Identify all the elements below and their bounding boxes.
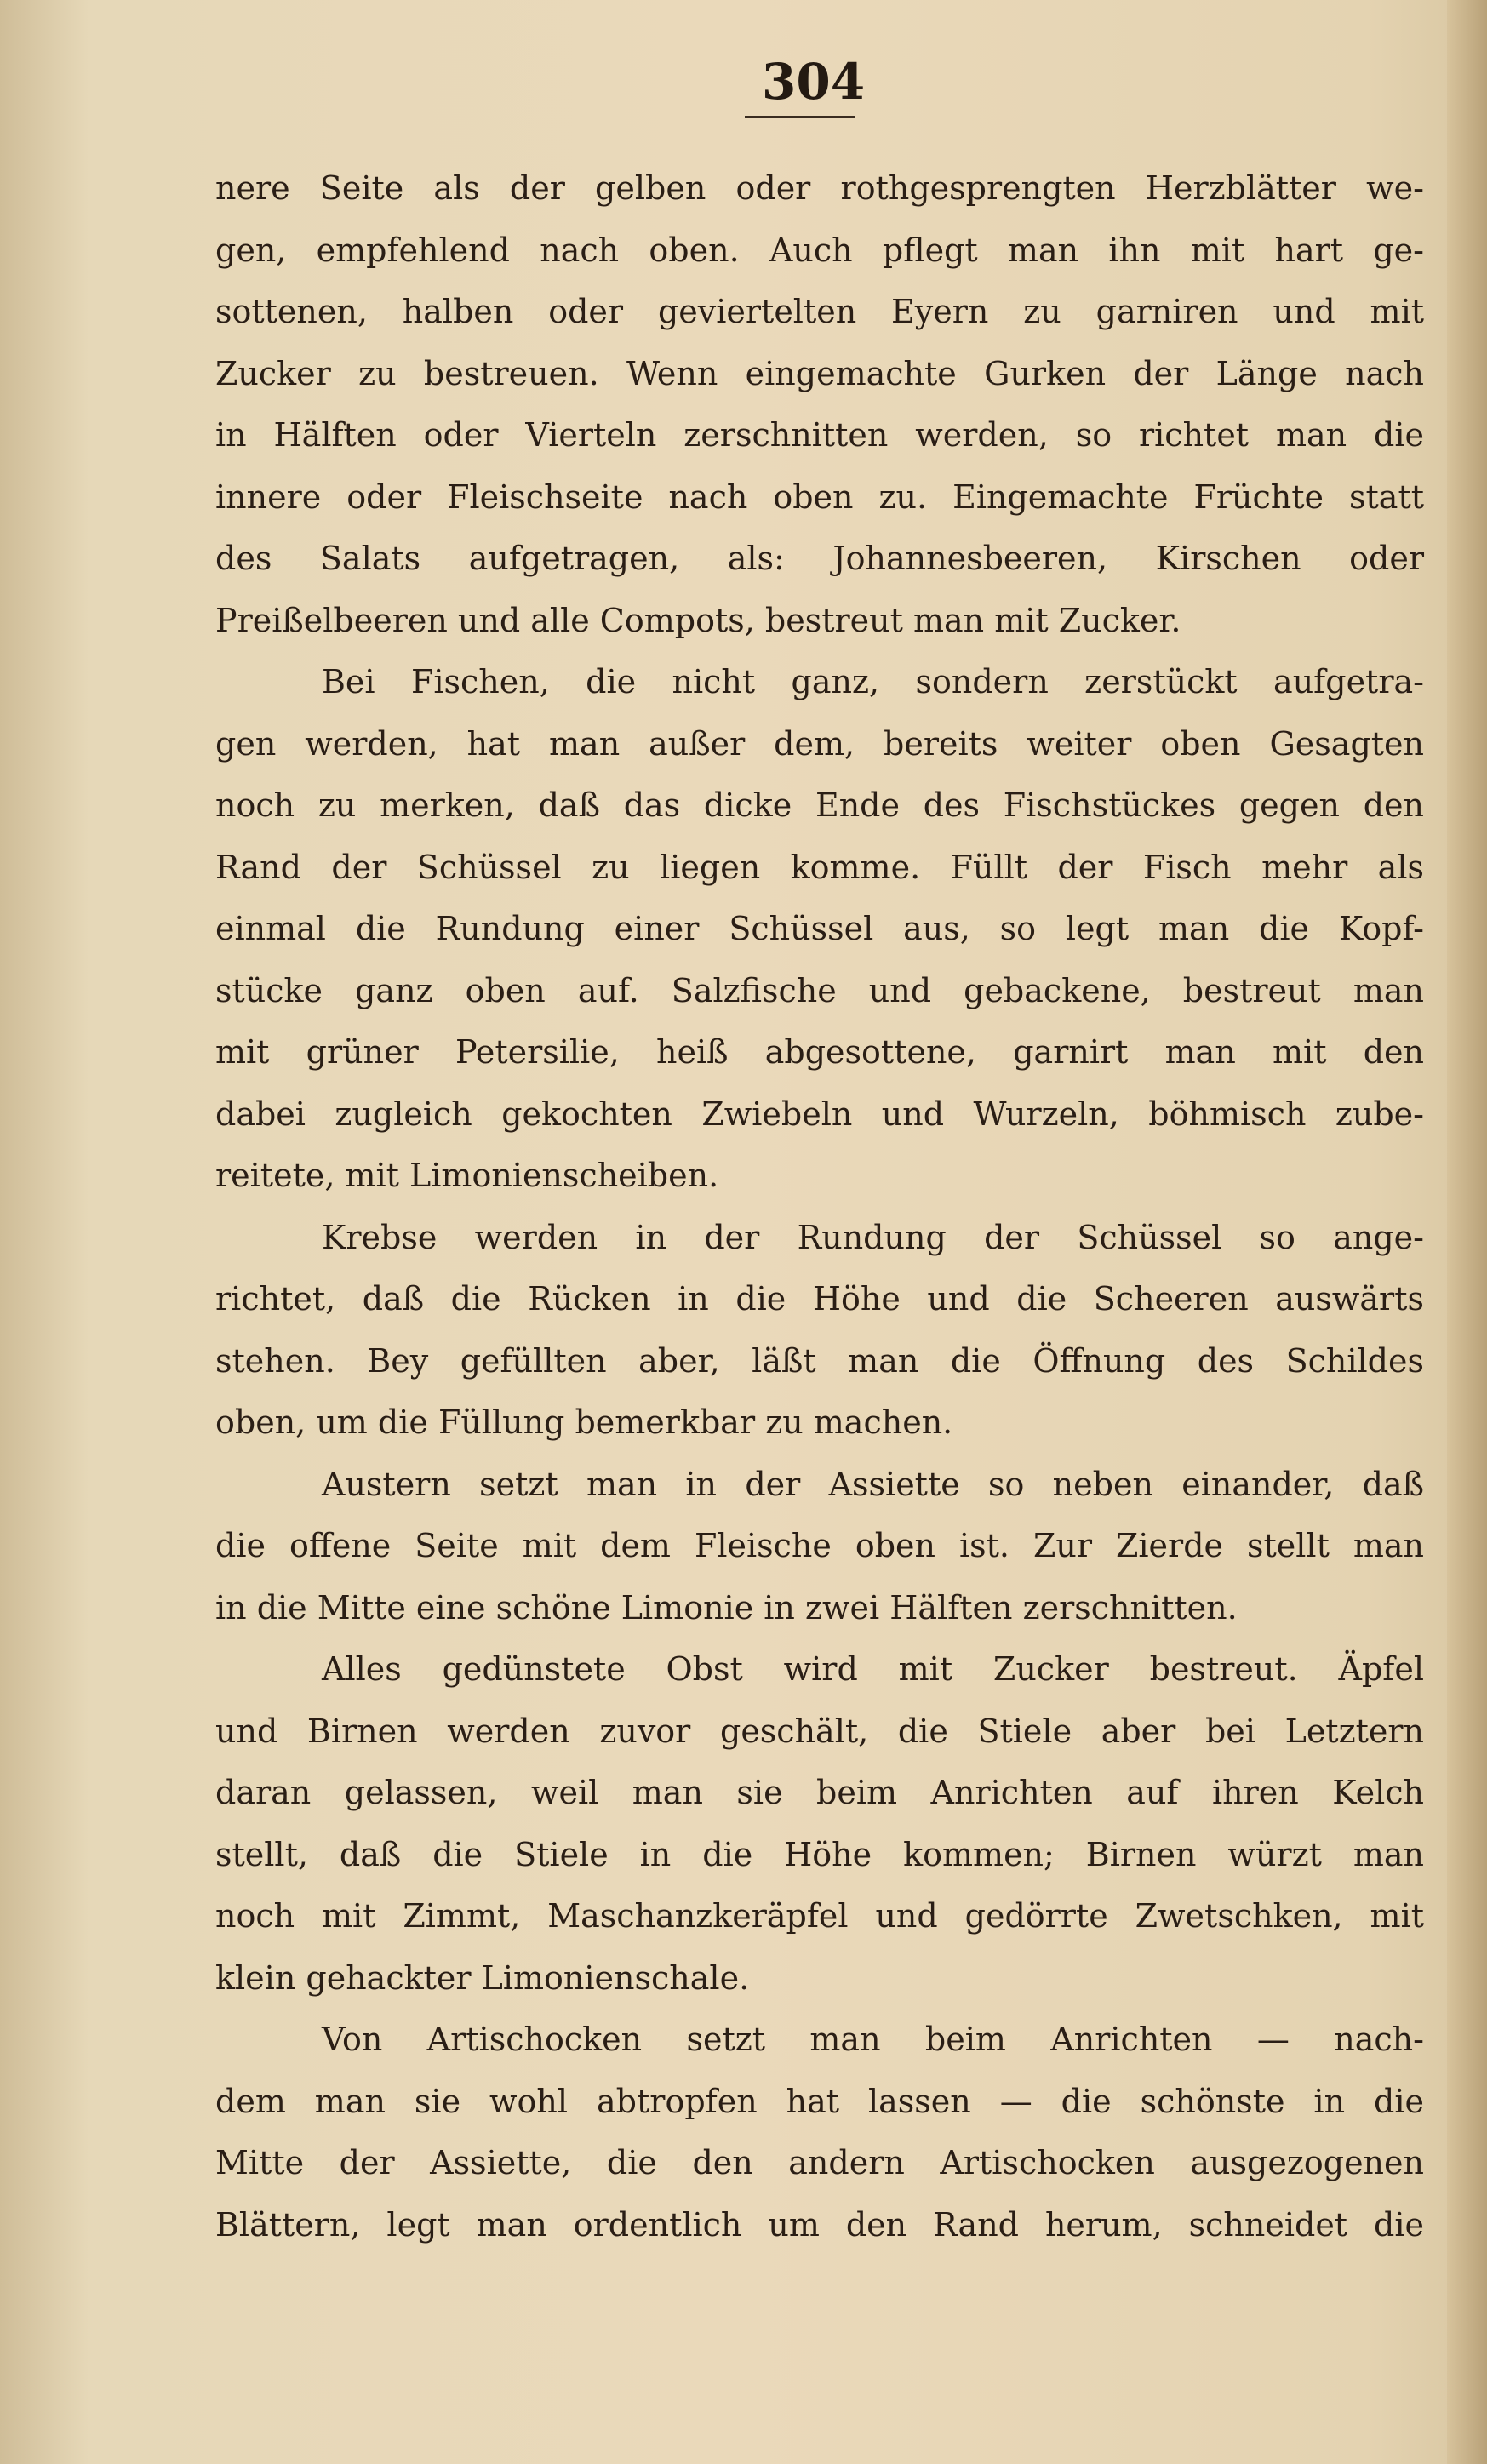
page-edge bbox=[1447, 0, 1487, 2464]
text-line: richtet, daß die Rücken in die Höhe und die Scheeren auswärts bbox=[215, 1280, 1424, 1318]
text-line: noch mit Zimmt, Maschanzkeräpfel und gedörrte Zwetschken, mit bbox=[215, 1897, 1424, 1935]
text-line: Von Artischocken setzt man beim Anrichten — nach- bbox=[322, 2021, 1424, 2058]
text-line: Bei Fischen, die nicht ganz, sondern zerstückt aufgetra- bbox=[322, 663, 1424, 700]
text-line: gen werden, hat man außer dem, bereits weiter oben Gesagten bbox=[215, 724, 1424, 763]
text-line: Blättern, legt man ordentlich um den Rand herum, schneidet die bbox=[215, 2205, 1424, 2244]
text-line: des Salats aufgetragen, als: Johannesbeeren, Kirschen oder bbox=[215, 540, 1424, 577]
paragraph-oysters bbox=[215, 1454, 1424, 1639]
text-line: die offene Seite mit dem Fleische oben ist. Zur Zierde stellt man bbox=[215, 1527, 1424, 1564]
text-line: Preißelbeeren und alle Compots, bestreut man mit Zucker. bbox=[215, 601, 1181, 639]
paragraph-crayfish bbox=[215, 1207, 1424, 1454]
text-line: mit grüner Petersilie, heiß abgesottene, garnirt man mit den bbox=[215, 1033, 1424, 1071]
text-line: und Birnen werden zuvor geschält, die Stiele aber bei Letztern bbox=[215, 1712, 1424, 1750]
text-line: sottenen, halben oder geviertelten Eyern zu garniren und mit bbox=[215, 293, 1424, 330]
text-line: Mitte der Assiette, die den andern Artischocken ausgezogenen bbox=[215, 2144, 1424, 2181]
text-line: in Hälften oder Vierteln zerschnitten werden, so richtet man die bbox=[215, 416, 1424, 454]
text-line: stellt, daß die Stiele in die Höhe kommen; Birnen würzt man bbox=[215, 1835, 1424, 1873]
text-line: oben, um die Füllung bemerkbar zu machen. bbox=[215, 1404, 953, 1441]
text-line: Zucker zu bestreuen. Wenn eingemachte Gurken der Länge nach bbox=[215, 354, 1424, 392]
text-line: stücke ganz oben auf. Salzfische und gebackene, bestreut man bbox=[215, 971, 1424, 1009]
body-text bbox=[215, 157, 1424, 2255]
paragraph-stewed-fruit bbox=[215, 1638, 1424, 2009]
text-line: klein gehackter Limonienschale. bbox=[215, 1958, 750, 1997]
text-line: Krebse werden in der Rundung der Schüssel so ange- bbox=[322, 1218, 1424, 1256]
text-line: stehen. Bey gefüllten aber, läßt man die Öffnung des Schildes bbox=[215, 1341, 1424, 1380]
text-line: nere Seite als der gelben oder rothgesprengten Herzblätter we- bbox=[215, 169, 1424, 207]
page-number: 304 bbox=[762, 53, 866, 111]
text-line: Rand der Schüssel zu liegen komme. Füllt der Fisch mehr als bbox=[215, 848, 1424, 886]
text-line: dem man sie wohl abtropfen hat lassen — die schönste in die bbox=[215, 2082, 1424, 2120]
text-line: noch zu merken, daß das dicke Ende des Fischstückes gegen den bbox=[215, 786, 1424, 824]
paragraph-fish bbox=[215, 651, 1424, 1207]
text-line: Alles gedünstete Obst wird mit Zucker bestreut. Äpfel bbox=[322, 1650, 1424, 1688]
header-rule bbox=[745, 116, 855, 118]
text-line: gen, empfehlend nach oben. Auch pflegt man ihn mit hart ge- bbox=[215, 231, 1424, 269]
paragraph-salad bbox=[215, 157, 1424, 651]
text-line: in die Mitte eine schöne Limonie in zwei Hälften zerschnitten. bbox=[215, 1588, 1238, 1626]
text-line: einmal die Rundung einer Schüssel aus, so legt man die Kopf- bbox=[215, 910, 1424, 947]
text-line: reitete, mit Limonienscheiben. bbox=[215, 1157, 719, 1194]
text-line: daran gelassen, weil man sie beim Anrichten auf ihren Kelch bbox=[215, 1774, 1424, 1811]
paragraph-artichokes bbox=[215, 2009, 1424, 2255]
text-line: Austern setzt man in der Assiette so neben einander, daß bbox=[322, 1465, 1424, 1503]
text-line: innere oder Fleischseite nach oben zu. Eingemachte Früchte statt bbox=[215, 477, 1424, 516]
text-line: dabei zugleich gekochten Zwiebeln und Wurzeln, böhmisch zube- bbox=[215, 1095, 1424, 1133]
